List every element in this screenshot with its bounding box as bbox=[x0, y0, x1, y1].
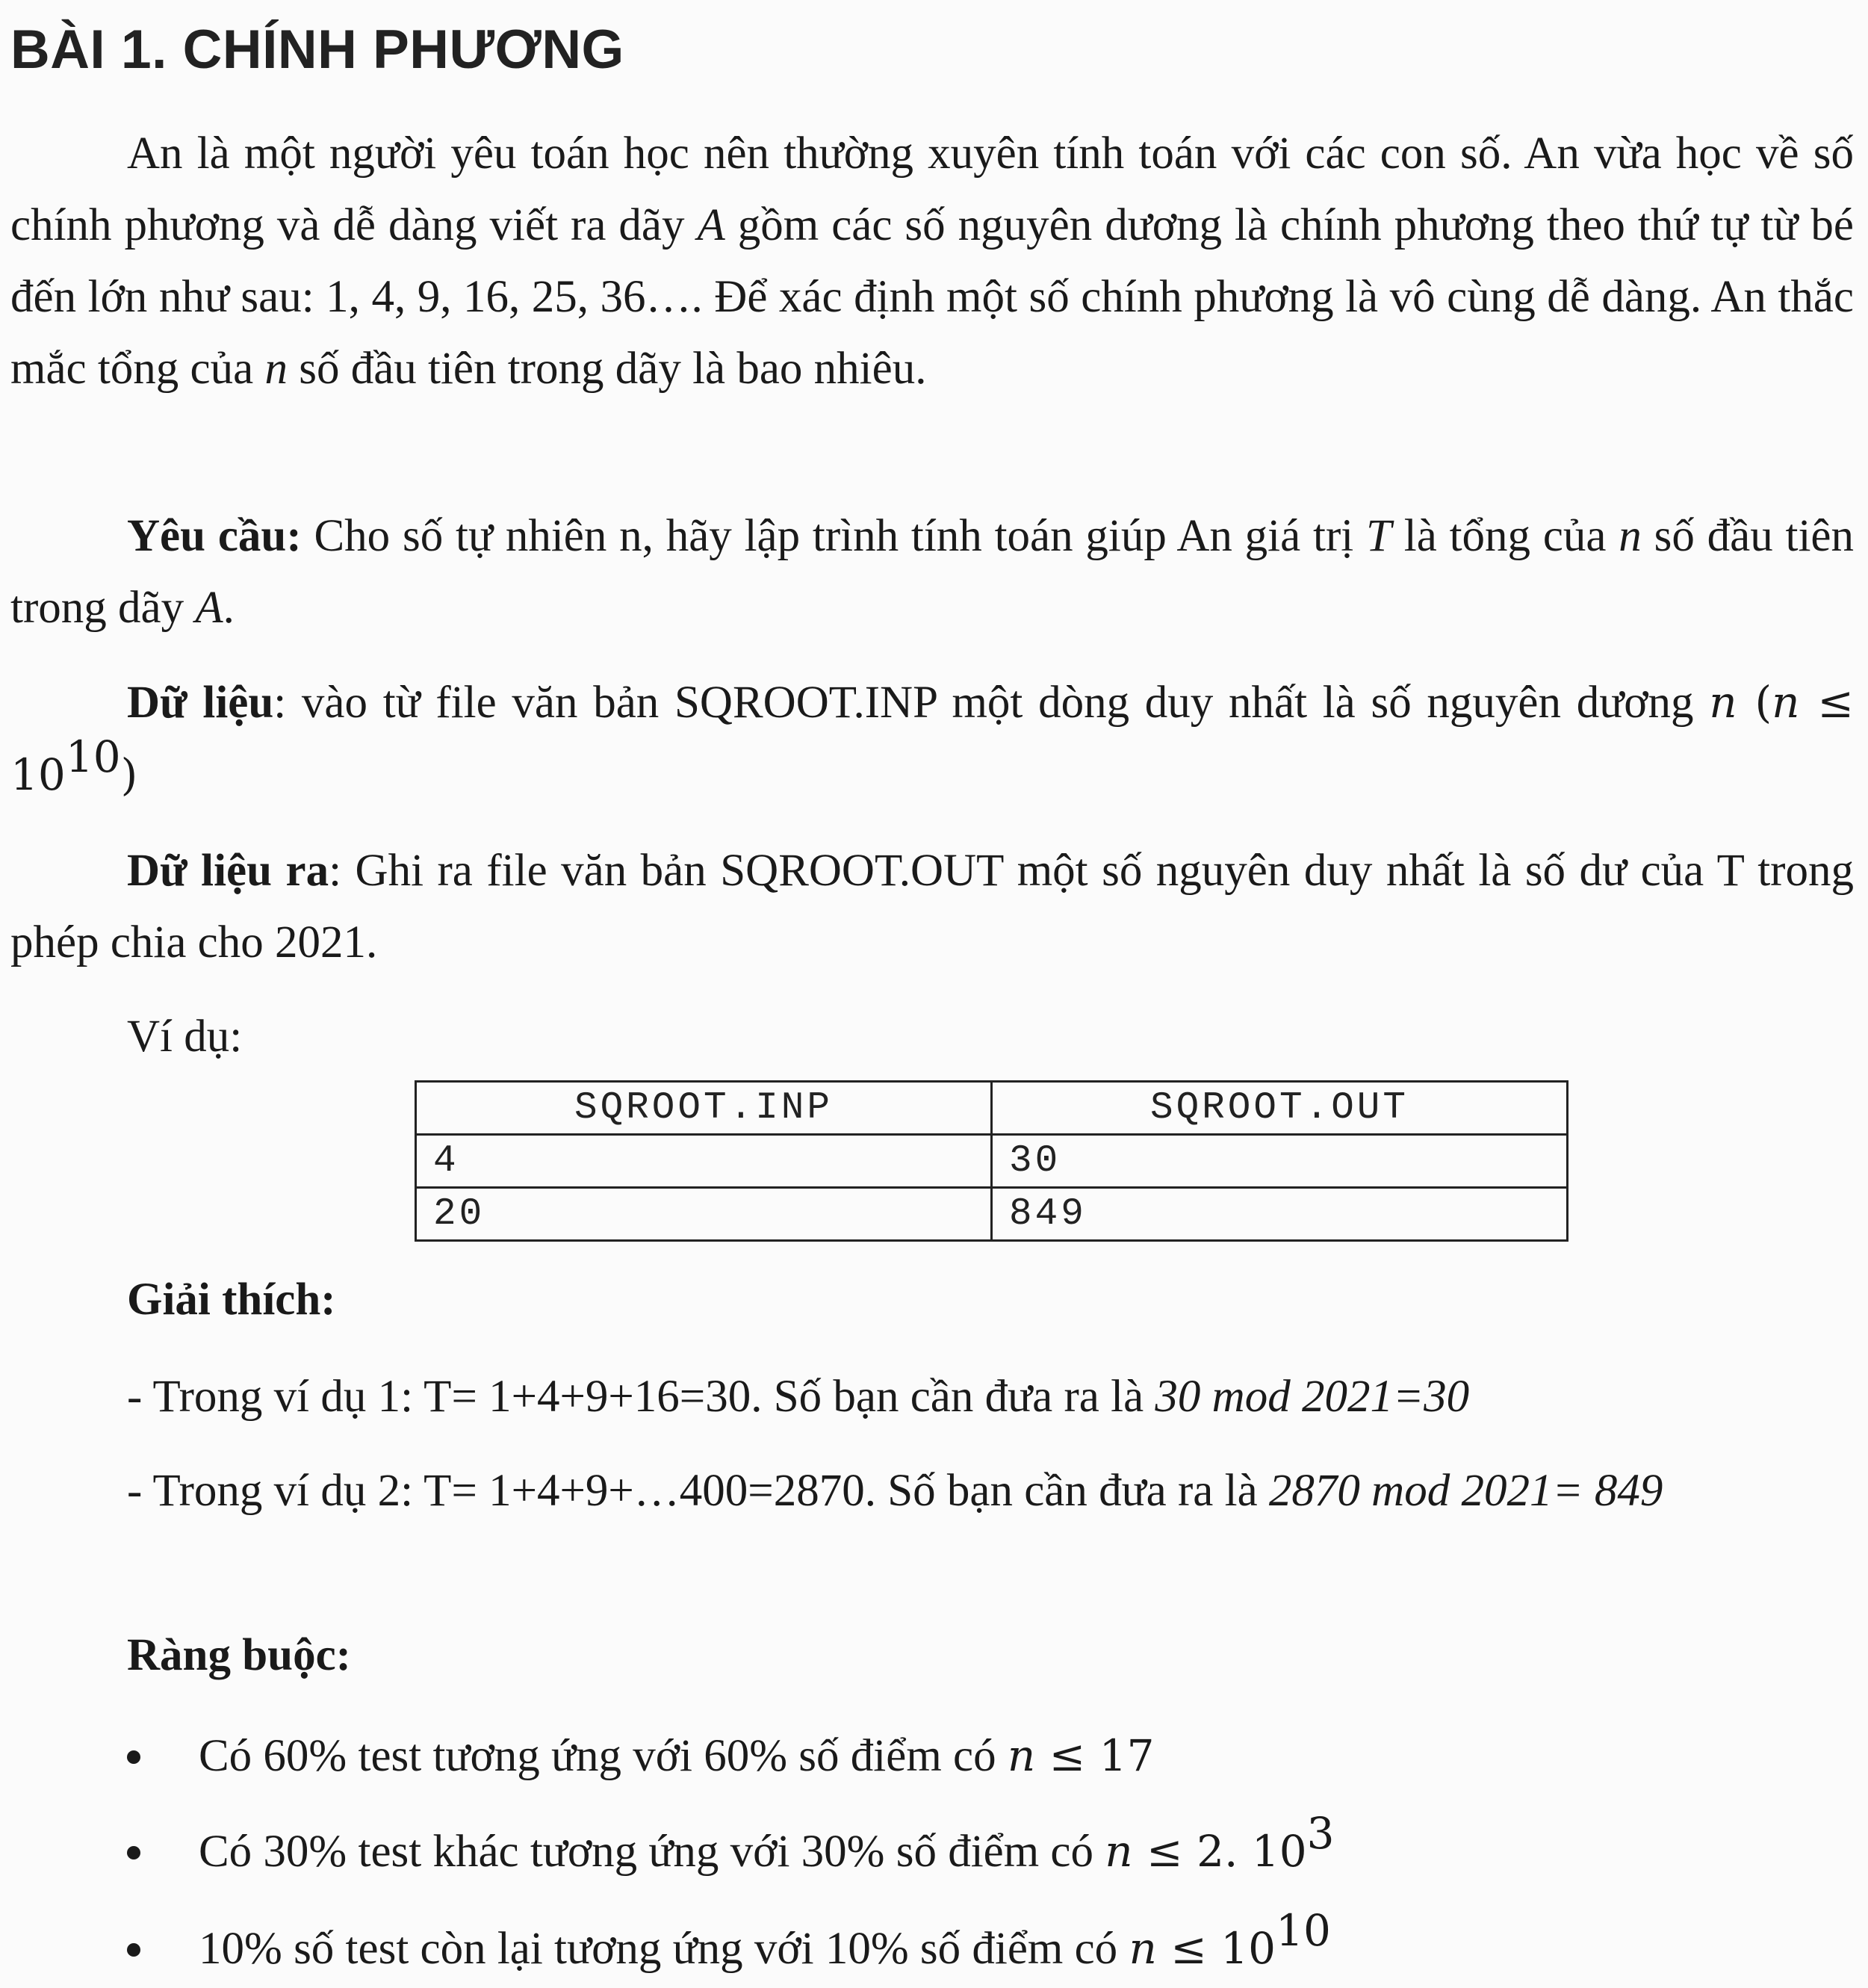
input-var-n2: n bbox=[1772, 677, 1800, 728]
input-paragraph bbox=[10, 666, 1854, 811]
explanation-line-2-value: 849 bbox=[1594, 1466, 1663, 1516]
input-bound-exponent: 10 bbox=[65, 731, 121, 782]
input-label: Dữ liệu bbox=[127, 678, 274, 728]
constraint-item bbox=[127, 1808, 1335, 1888]
input-close-paren: ) bbox=[120, 749, 138, 800]
intro-paragraph bbox=[10, 118, 1854, 405]
explanation-label: Giải thích: bbox=[127, 1275, 336, 1325]
intro-text-1: An là một người yêu toán học nên thường xuyên tính toán với các con số. An vừa học về số chính phương và dễ dàng viết ra dãy bbox=[10, 128, 1854, 250]
table-header-cell: SQROOT.INP bbox=[416, 1082, 992, 1135]
requirement-paragraph bbox=[10, 501, 1854, 644]
constraint-text: Có 60% test tương ứng với 60% số điểm có bbox=[199, 1731, 1008, 1781]
table-header-cell: SQROOT.OUT bbox=[992, 1082, 1568, 1135]
intro-text-2: gồm các số nguyên dương là chính phương theo thứ tự từ bé đến lớn như sau: 1, 4, 9, 16, 25, 36…. Để xác định một số chính phương là vô cùng dễ dàng. An thắc mắc tổng của bbox=[10, 200, 1855, 394]
bullet-icon bbox=[127, 1750, 140, 1764]
requirement-var-t: T bbox=[1366, 511, 1391, 561]
explanation-line-1 bbox=[127, 1361, 1469, 1433]
table-row bbox=[416, 1135, 1568, 1188]
explanation-line-1-text: - Trong ví dụ 1: T= 1+4+9+16=30. Số bạn cần đưa ra là bbox=[127, 1372, 1155, 1422]
explanation-line-2-result: 2870 mod 2021= bbox=[1268, 1466, 1583, 1516]
input-bound: ≤ 10 bbox=[10, 677, 1854, 800]
constraint-bound-exponent: 3 bbox=[1306, 1808, 1335, 1859]
requirement-var-n: n bbox=[1619, 511, 1642, 561]
requirement-label: Yêu cầu: bbox=[127, 511, 302, 561]
table-cell: 20 bbox=[416, 1188, 992, 1241]
problem-title: BÀI 1. CHÍNH PHƯƠNG bbox=[10, 19, 624, 80]
input-text: : vào từ file văn bản SQROOT.INP một dòng duy nhất là số nguyên dương bbox=[273, 678, 1710, 728]
constraint-item bbox=[127, 1905, 1331, 1985]
output-label: Dữ liệu ra bbox=[127, 846, 329, 896]
constraint-bound-exponent: 10 bbox=[1276, 1905, 1331, 1956]
requirement-text-2: là tổng của bbox=[1391, 511, 1619, 561]
explanation-line-2 bbox=[10, 1455, 1854, 1527]
requirement-var-a: A bbox=[195, 583, 223, 633]
bullet-icon bbox=[127, 1943, 140, 1957]
constraint-var-n: n bbox=[1007, 1730, 1036, 1781]
intro-var-a: A bbox=[697, 200, 725, 250]
input-open-paren: ( bbox=[1737, 677, 1772, 728]
requirement-text-1: Cho số tự nhiên n, hãy lập trình tính toán giúp An giá trị bbox=[301, 511, 1367, 561]
constraint-bound: ≤ 2. 10 bbox=[1132, 1826, 1307, 1877]
example-label: Ví dụ: bbox=[127, 1012, 243, 1062]
constraint-text: Có 30% test khác tương ứng với 30% số điểm có bbox=[199, 1827, 1105, 1877]
constraints-label: Ràng buộc: bbox=[127, 1630, 351, 1680]
table-header-row bbox=[416, 1082, 1568, 1135]
constraint-var-n: n bbox=[1129, 1923, 1157, 1974]
explanation-line-2-text: - Trong ví dụ 2: T= 1+4+9+…400=2870. Số bạn cần đưa ra là bbox=[127, 1466, 1269, 1516]
input-var-n: n bbox=[1709, 677, 1737, 728]
table-cell: 4 bbox=[416, 1135, 992, 1188]
requirement-text-4: . bbox=[223, 583, 235, 633]
constraint-var-n: n bbox=[1105, 1826, 1133, 1877]
intro-text-3: số đầu tiên trong dãy là bao nhiêu. bbox=[287, 344, 927, 394]
bullet-icon bbox=[127, 1846, 140, 1860]
constraint-bound: ≤ 17 bbox=[1035, 1730, 1155, 1781]
intro-var-n: n bbox=[264, 344, 288, 394]
table-cell: 30 bbox=[992, 1135, 1568, 1188]
table-row bbox=[416, 1188, 1568, 1241]
table-cell: 849 bbox=[992, 1188, 1568, 1241]
constraint-item bbox=[127, 1720, 1154, 1792]
requirement-text-3: số đầu tiên trong dãy bbox=[10, 511, 1854, 633]
explanation-line-1-result: 30 mod 2021=30 bbox=[1155, 1372, 1470, 1422]
constraint-text: 10% số test còn lại tương ứng với 10% số điểm có bbox=[199, 1924, 1129, 1974]
output-text: : Ghi ra file văn bản SQROOT.OUT một số nguyên duy nhất là số dư của T trong phép chia cho 2021. bbox=[10, 846, 1854, 967]
output-paragraph bbox=[10, 835, 1854, 979]
constraint-bound: ≤ 10 bbox=[1156, 1923, 1276, 1974]
example-table bbox=[415, 1080, 1568, 1242]
